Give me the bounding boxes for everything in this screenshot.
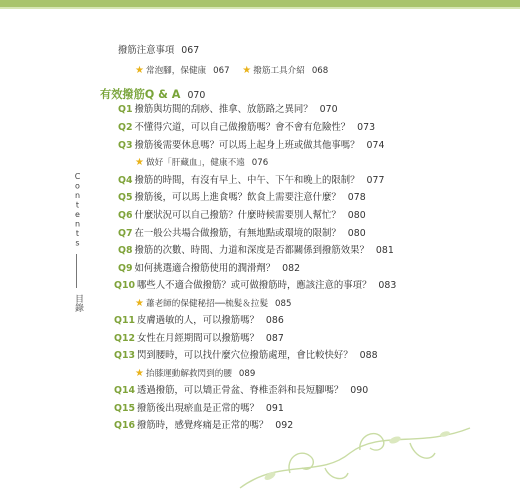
toc-tip-entry[interactable] xyxy=(135,368,255,380)
toc-question[interactable] xyxy=(118,122,375,134)
toc-entry[interactable] xyxy=(135,65,328,77)
question-number: Q10 xyxy=(114,280,136,291)
question-number: Q14 xyxy=(114,385,136,396)
section-heading[interactable] xyxy=(100,89,205,102)
toc-question[interactable] xyxy=(118,245,394,257)
question-text: 如何挑選適合撥筋使用的潤滑劑？ xyxy=(134,263,276,274)
question-page: 086 xyxy=(265,315,284,326)
toc-question[interactable] xyxy=(118,210,366,222)
toc-entry-text: 撥筋工具介紹 xyxy=(253,66,305,76)
toc-entry-page: 068 xyxy=(311,66,329,76)
question-page: 081 xyxy=(375,245,394,256)
question-text: 哪些人不適合做撥筋？或可做撥筋時，應該注意的事項？ xyxy=(137,280,372,291)
toc-entry-text: 撥筋注意事項 xyxy=(118,45,175,56)
question-number: Q15 xyxy=(114,403,136,414)
toc-question[interactable] xyxy=(114,333,284,345)
question-page: 080 xyxy=(347,210,366,221)
star-icon: ★ xyxy=(135,368,144,379)
toc-tip-entry[interactable] xyxy=(135,157,268,169)
question-page: 077 xyxy=(366,175,385,186)
star-icon: ★ xyxy=(242,65,252,76)
question-text: 撥筋的次數、時間、力道和深度是否都關係到撥筋效果？ xyxy=(134,245,369,256)
star-icon: ★ xyxy=(135,298,144,309)
question-number: Q8 xyxy=(118,245,133,256)
toc-entry[interactable] xyxy=(118,45,199,57)
question-number: Q3 xyxy=(118,140,133,151)
toc-entry-text: 常泡腳，保健康 xyxy=(145,66,207,76)
toc-entry-page: 067 xyxy=(181,45,200,56)
question-number: Q16 xyxy=(114,420,136,431)
toc-question[interactable] xyxy=(114,350,378,362)
question-number: Q12 xyxy=(114,333,136,344)
vine-ornament xyxy=(230,418,480,498)
toc-question[interactable] xyxy=(118,104,338,116)
question-number: Q2 xyxy=(118,122,133,133)
toc-tip-entry[interactable] xyxy=(135,298,291,310)
question-text: 抬膝運動解救閃到的腰 xyxy=(145,369,232,379)
question-page: 091 xyxy=(265,403,284,414)
toc-question[interactable] xyxy=(114,315,284,327)
question-text: 做好「肝藏血」，健康不遠 xyxy=(145,158,245,168)
star-icon: ★ xyxy=(135,65,144,76)
toc-question[interactable] xyxy=(114,280,396,292)
question-page: 070 xyxy=(319,104,338,115)
toc-question[interactable] xyxy=(118,140,384,152)
side-divider xyxy=(76,254,77,288)
question-text: 撥筋後，可以馬上進食嗎？飲食上需要注意什麼？ xyxy=(134,192,341,203)
question-page: 074 xyxy=(366,140,385,151)
question-number: Q13 xyxy=(114,350,136,361)
question-text: 女性在月經期間可以撥筋嗎？ xyxy=(137,333,259,344)
toc-question[interactable] xyxy=(118,228,366,240)
question-number: Q1 xyxy=(118,104,133,115)
top-border-inner xyxy=(0,7,520,9)
question-page: 073 xyxy=(357,122,376,133)
contents-chinese-label: 目錄 xyxy=(73,294,83,312)
question-page: 087 xyxy=(265,333,284,344)
top-border xyxy=(0,0,520,7)
section-title: 有效撥筋Q & A xyxy=(100,88,181,101)
question-page: 080 xyxy=(347,228,366,239)
question-text: 蕭老師的保健秘招──梳髮＆拉髮 xyxy=(145,299,269,309)
toc-question[interactable] xyxy=(114,403,284,415)
toc-question[interactable] xyxy=(114,385,368,397)
question-text: 皮膚過敏的人，可以撥筋嗎？ xyxy=(137,315,259,326)
question-page: 088 xyxy=(359,350,378,361)
question-page: 089 xyxy=(238,369,256,379)
question-number: Q9 xyxy=(118,263,133,274)
question-text: 撥筋的時間，有沒有早上、中午、下午和晚上的限制？ xyxy=(134,175,360,186)
question-page: 078 xyxy=(347,192,366,203)
contents-side-label xyxy=(72,172,86,312)
question-number: Q4 xyxy=(118,175,133,186)
question-number: Q11 xyxy=(114,315,136,326)
question-page: 085 xyxy=(275,299,292,309)
toc-question[interactable] xyxy=(118,175,384,187)
star-icon: ★ xyxy=(135,157,144,168)
toc-question[interactable] xyxy=(118,192,366,204)
question-text: 在一般公共場合做撥筋，有無地點或環境的限制？ xyxy=(134,228,341,239)
question-number: Q7 xyxy=(118,228,133,239)
question-text: 透過撥筋，可以矯正骨盆、脊椎歪斜和長短腳嗎？ xyxy=(137,385,344,396)
question-text: 閃到腰時，可以找什麼穴位撥筋處理，會比較快好？ xyxy=(137,350,353,361)
question-page: 082 xyxy=(282,263,301,274)
question-number: Q6 xyxy=(118,210,133,221)
question-page: 076 xyxy=(251,158,269,168)
section-page: 070 xyxy=(187,90,206,101)
contents-english-label: Contents xyxy=(73,172,82,248)
question-text: 撥筋後需要休息嗎？可以馬上起身上班或做其他事嗎？ xyxy=(134,140,360,151)
question-page: 083 xyxy=(378,280,397,291)
question-number: Q5 xyxy=(118,192,133,203)
question-text: 撥筋時，感覺疼痛是正常的嗎？ xyxy=(137,420,269,431)
question-page: 090 xyxy=(350,385,369,396)
toc-question[interactable] xyxy=(118,263,300,275)
question-text: 撥筋與坊間的刮痧、推拿、放筋路之異同？ xyxy=(134,104,313,115)
question-text: 撥筋後出現瘀血是正常的嗎？ xyxy=(137,403,259,414)
question-text: 不懂得穴道，可以自己做撥筋嗎？會不會有危險性？ xyxy=(134,122,351,133)
question-text: 什麼狀況可以自己撥筋？什麼時候需要別人幫忙？ xyxy=(134,210,341,221)
toc-entry-page: 067 xyxy=(213,66,230,76)
question-page: 092 xyxy=(275,420,294,431)
